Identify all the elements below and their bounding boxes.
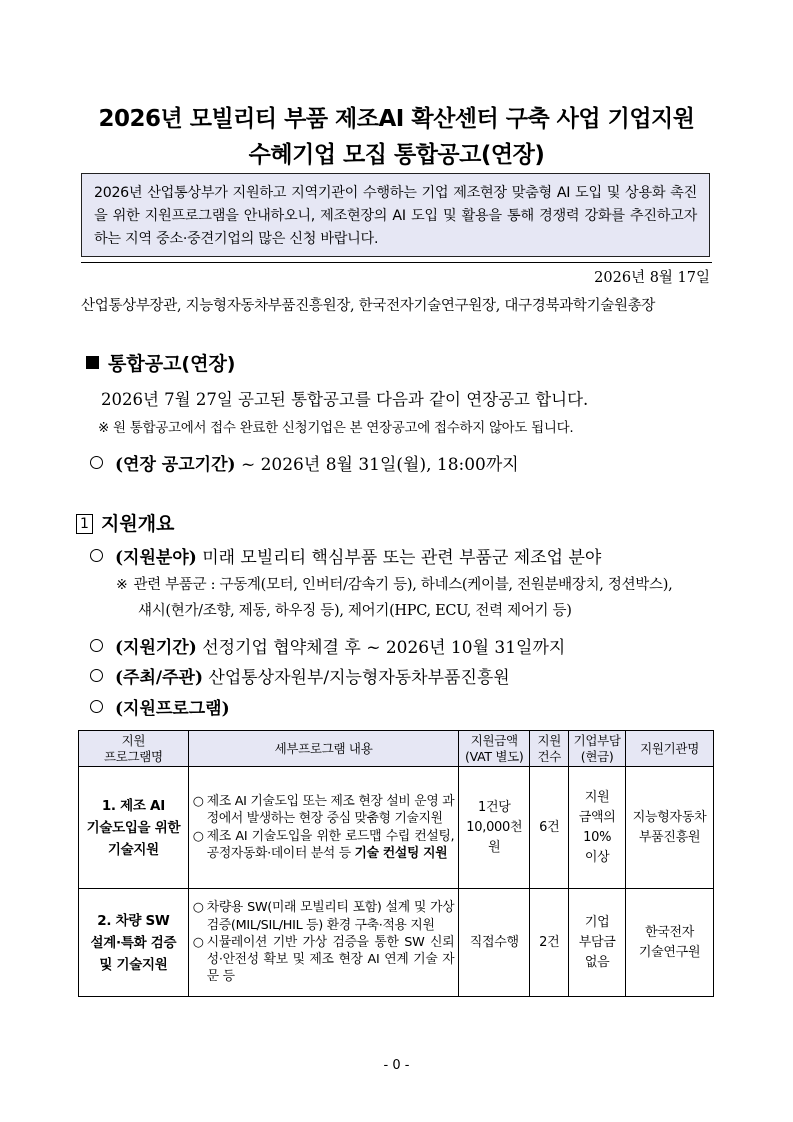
circle-bullet-icon bbox=[90, 669, 103, 682]
announcement-date: 2026년 8월 17일 bbox=[594, 270, 710, 286]
header-burden: 기업부담 (현금) bbox=[569, 731, 626, 767]
header-agency: 지원기관명 bbox=[626, 731, 714, 767]
support-period-value: 선정기업 협약체결 후 ~ 2026년 10월 31일까지 bbox=[202, 638, 566, 658]
section-extension-title: 통합공고(연장) bbox=[108, 353, 236, 375]
host-label: (주최/주관) bbox=[115, 668, 203, 688]
page-number: - 0 - bbox=[383, 1058, 410, 1073]
support-field-value: 미래 모빌리티 핵심부품 또는 관련 부품군 제조업 분야 bbox=[202, 548, 602, 568]
circle-bullet-icon bbox=[90, 549, 103, 562]
header-amount: 지원금액 (VAT 별도) bbox=[459, 731, 530, 767]
program-agency: 한국전자 기술연구원 bbox=[626, 889, 714, 997]
program-detail bbox=[188, 767, 459, 889]
support-period-label: (지원기간) bbox=[115, 638, 197, 658]
detail-item: ○ 시뮬레이션 기반 가상 검증을 통한 SW 신뢰성·안전성 확보 및 제조 현장 AI 연계 기술 자문 등 bbox=[192, 934, 455, 985]
square-bullet-icon bbox=[86, 356, 99, 369]
circle-bullet-icon bbox=[90, 700, 103, 713]
section-extension-heading bbox=[86, 349, 236, 376]
page-title-line1: 2026년 모빌리티 부품 제조AI 확산센터 구축 사업 기업지원 bbox=[98, 106, 695, 132]
support-program-label: (지원프로그램) bbox=[115, 699, 230, 719]
support-field-note-text1: 관련 부품군 : 구동계(모터, 인버터/감속기 등), 하네스(케이블, 전원분배장치, 정션박스), bbox=[133, 577, 673, 593]
header-program-detail: 세부프로그램 내용 bbox=[188, 731, 459, 767]
host-value: 산업통상자원부/지능형자동차부품진흥원 bbox=[208, 668, 510, 688]
table-row bbox=[79, 889, 714, 997]
reference-mark: ※ bbox=[116, 577, 128, 593]
header-count: 지원 건수 bbox=[530, 731, 569, 767]
support-field-note-line2: 섀시(현가/조향, 제동, 하우징 등), 제어기(HPC, ECU, 전력 제어기 등) bbox=[138, 603, 572, 619]
table-row bbox=[79, 767, 714, 889]
program-count: 2건 bbox=[530, 889, 569, 997]
program-burden: 지원 금액의 10% 이상 bbox=[569, 767, 626, 889]
program-agency: 지능형자동차 부품진흥원 bbox=[626, 767, 714, 889]
detail-item: ○ 차량용 SW(미래 모빌리티 포함) 설계 및 가상 검증(MIL/SIL/HIL 등) 환경 구축·적용 지원 bbox=[192, 900, 455, 933]
page-title-line2: 수혜기업 모집 통합공고(연장) bbox=[248, 142, 545, 168]
support-program bbox=[90, 694, 230, 719]
program-burden: 기업 부담금 없음 bbox=[569, 889, 626, 997]
header-program-name: 지원 프로그램명 bbox=[79, 731, 189, 767]
host-organizer bbox=[90, 663, 510, 688]
section-number-box: 1 bbox=[76, 514, 93, 534]
support-field-label: (지원분야) bbox=[115, 548, 197, 568]
support-field bbox=[90, 543, 601, 568]
circle-bullet-icon bbox=[90, 456, 103, 469]
program-name: 2. 차량 SW 설계·특화 검증 및 기술지원 bbox=[79, 889, 189, 997]
intro-text: 2026년 산업통상부가 지원하고 지역기관이 수행하는 기업 제조현장 맞춤형 AI 도입 및 상용화 촉진을 위한 지원프로그램을 안내하오니, 제조현장의 AI 도입 및 활용을 통해 경쟁력 강화를 추진하고자 하는 지역 중소·중견기업의 많은 신청 바랍니다. bbox=[94, 185, 697, 247]
support-field-note-line1 bbox=[116, 573, 672, 594]
program-amount: 직접수행 bbox=[459, 889, 530, 997]
program-count: 6건 bbox=[530, 767, 569, 889]
extension-period-label: (연장 공고기간) bbox=[115, 455, 236, 475]
extension-period-value: ~ 2026년 8월 31일(월), 18:00까지 bbox=[240, 455, 519, 475]
extension-body: 2026년 7월 27일 공고된 통합공고를 다음과 같이 연장공고 합니다. bbox=[101, 390, 589, 409]
extension-note: ※ 원 통합공고에서 접수 완료한 신청기업은 본 연장공고에 접수하지 않아도 됩니다. bbox=[98, 420, 574, 436]
issuing-organizations: 산업통상부장관, 지능형자동차부품진흥원장, 한국전자기술연구원장, 대구경북과학기술원총장 bbox=[81, 298, 656, 314]
table-header-row bbox=[79, 731, 714, 767]
circle-bullet-icon bbox=[90, 639, 103, 652]
detail-item: ○ 제조 AI 기술도입 또는 제조 현장 설비 운영 과정에서 발생하는 현장 중심 맞춤형 기술지원 bbox=[192, 793, 455, 827]
detail-item: ○ 제조 AI 기술도입을 위한 로드맵 수립 컨설팅, 공정자동화·데이터 분석 등 기술 컨설팅 지원 bbox=[192, 828, 455, 861]
intro-box bbox=[81, 173, 710, 257]
program-table bbox=[78, 730, 714, 997]
program-amount: 1건당 10,000천원 bbox=[459, 767, 530, 889]
program-name: 1. 제조 AI 기술도입을 위한 기술지원 bbox=[79, 767, 189, 889]
program-detail bbox=[188, 889, 459, 997]
support-period bbox=[90, 633, 565, 658]
section1-heading bbox=[76, 509, 174, 536]
extension-period bbox=[90, 450, 519, 475]
section1-title: 지원개요 bbox=[101, 513, 175, 535]
divider bbox=[81, 262, 712, 263]
